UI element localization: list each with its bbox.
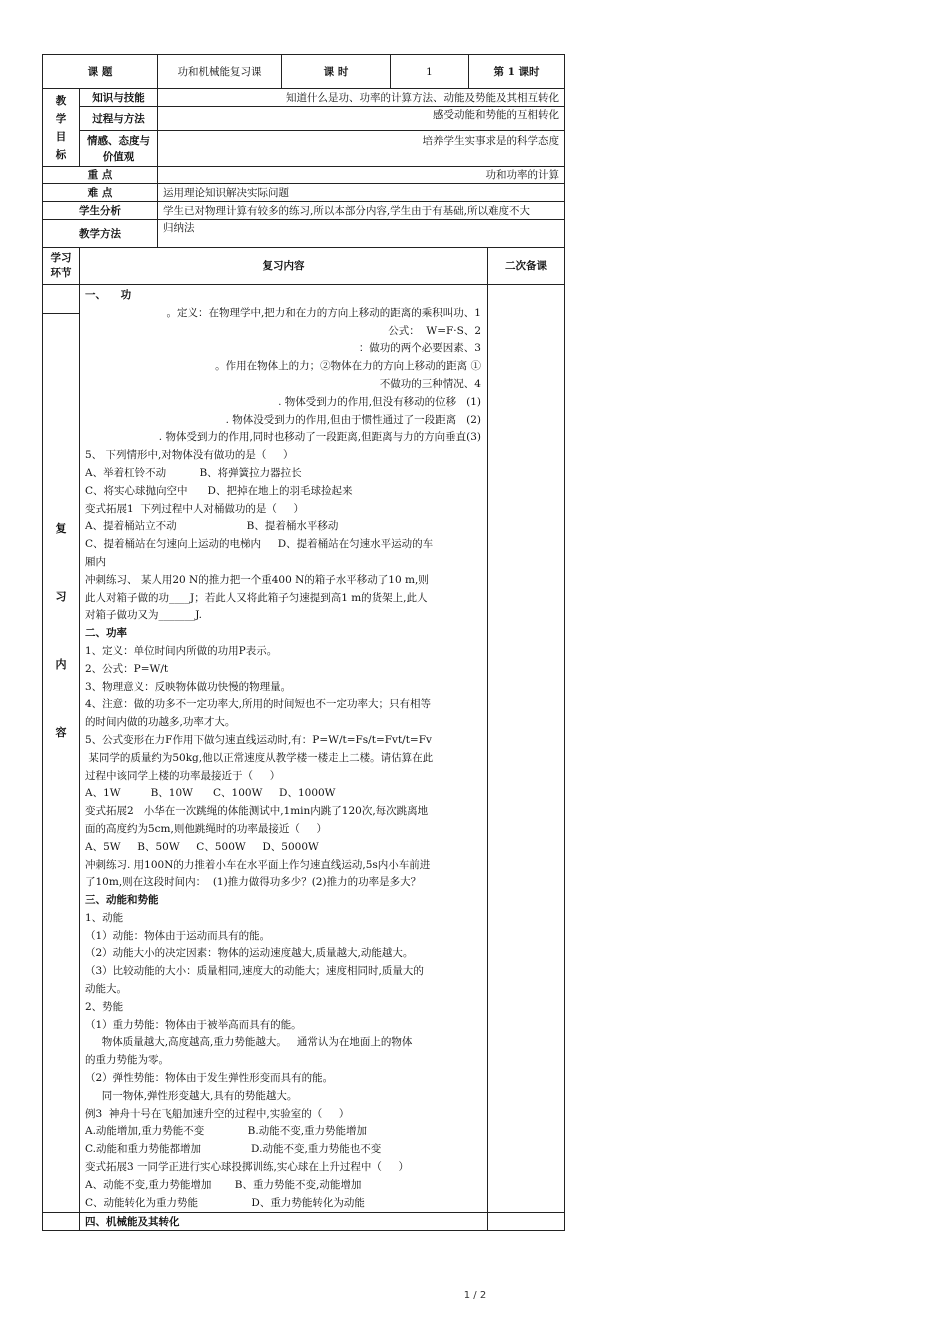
content-line: 过程中该同学上楼的功率最接近于（ ） xyxy=(85,769,281,782)
content-line: 三、动能和势能 xyxy=(85,894,159,907)
content-line: 的重力势能为零。 xyxy=(85,1054,169,1067)
content-line: （1）动能：物体由于运动而具有的能。 xyxy=(85,929,271,942)
content-line: 1、定义：单位时间内所做的功用P表示。 xyxy=(85,644,278,657)
content-line: （3）比较动能的大小：质量相同,速度大的动能大；速度相同时,质量大的 xyxy=(85,965,424,978)
page-number: 1 / 2 xyxy=(463,1290,487,1301)
lesson-info-table xyxy=(42,54,565,248)
content-line: C.动能和重力势能都增加 D.动能不变,重力势能也不变 xyxy=(85,1143,382,1156)
content-line: 5、 下列情形中,对物体没有做功的是（ ） xyxy=(85,449,294,462)
content-line: 的时间内做的功越多,功率才大。 xyxy=(85,716,236,729)
content-line: 面的高度约为5cm,则他跳绳时的功率最接近（ ） xyxy=(85,822,328,835)
content-line: 二、功率 xyxy=(85,627,127,640)
topic-label: 课 题 xyxy=(43,55,158,89)
stage-cell xyxy=(43,285,80,1213)
method-label: 教学方法 xyxy=(43,220,158,248)
emotion-value: 培养学生实事求是的科学态度 xyxy=(158,131,565,167)
content-line: 5、公式变形在力F作用下做匀速直线运动时,有：P=W/t=Fs/t=Fvt/t=Fv xyxy=(85,733,432,746)
period-value: 1 xyxy=(391,55,469,89)
keypoint-label: 重 点 xyxy=(43,167,158,184)
content-line: 对箱子做功又为_______J. xyxy=(85,609,202,622)
content-line: C、动能转化为重力势能 D、重力势能转化为动能 xyxy=(85,1196,365,1209)
content-line: 冲刺练习. 用100N的力推着小车在水平面上作匀速直线运动,5s内小车前进 xyxy=(85,858,431,871)
goals-group-label: 教 学 目 标 xyxy=(43,89,80,167)
content-lines xyxy=(85,287,487,1212)
content-line: C、提着桶站在匀速向上运动的电梯内 D、提着桶站在匀速水平运动的车 xyxy=(85,538,434,551)
analysis-label: 学生分析 xyxy=(43,202,158,220)
content-line: （1）重力势能：物体由于被举高而具有的能。 xyxy=(85,1018,302,1031)
difficulty-value: 运用理论知识解决实际问题 xyxy=(158,184,565,202)
review-content xyxy=(80,285,488,1213)
content-line: 变式拓展2 小华在一次跳绳的体能测试中,1min内跳了120次,每次跳离地 xyxy=(85,805,429,818)
content-line: 。作用在物体上的力；②物体在力的方向上移动的距离 ① xyxy=(215,360,481,373)
content-line: A、举着杠铃不动 B、将弹簧拉力器拉长 xyxy=(85,466,302,479)
stage-header: 学习 环节 xyxy=(43,248,80,285)
content-line: 一、 功 xyxy=(85,289,132,301)
content-line: . 物体没受到力的作用,但由于惯性通过了一段距离 (2) xyxy=(225,413,481,426)
content-line: A、提着桶站立不动 B、提着桶水平移动 xyxy=(85,520,339,533)
method-value: 归纳法 xyxy=(158,220,565,248)
process-label: 过程与方法 xyxy=(80,107,158,131)
content-line: 厢内 xyxy=(85,555,106,568)
content-line: 同一物体,弹性形变越大,具有的势能越大。 xyxy=(85,1089,298,1102)
content-line: 动能大。 xyxy=(85,983,127,996)
knowledge-value: 知道什么是功、功率的计算方法、动能及势能及其相互转化 xyxy=(158,89,565,107)
content-line: . 物体受到力的作用,同时也移动了一段距离,但距离与力的方向垂直(3) xyxy=(158,431,481,444)
review-content-header: 复习内容 xyxy=(80,248,488,285)
content-line: 1、动能 xyxy=(85,911,124,924)
content-line: A.动能增加,重力势能不变 B.动能不变,重力势能增加 xyxy=(85,1125,368,1138)
analysis-value: 学生已对物理计算有较多的练习,所以本部分内容,学生由于有基础,所以难度不大 xyxy=(158,202,565,220)
content-line: A、动能不变,重力势能增加 B、重力势能不变,动能增加 xyxy=(85,1178,362,1191)
period-label: 课 时 xyxy=(282,55,391,89)
content-line: 变式拓展3 一同学正进行实心球投掷训练,实心球在上升过程中（ ） xyxy=(85,1161,410,1174)
content-line: 不做功的三种情况、4 xyxy=(379,377,481,390)
content-line: 了10m,则在这段时间内： (1)推力做得功多少？(2)推力的功率是多大？ xyxy=(85,876,422,889)
content-line: 例3 神舟十号在飞船加速升空的过程中,实验室的（ ） xyxy=(85,1107,350,1120)
review-content-table xyxy=(42,247,565,1231)
content-line: 3、物理意义：反映物体做功快慢的物理量。 xyxy=(85,680,292,693)
topic-value: 功和机械能复习课 xyxy=(158,55,282,89)
stage-cell-last xyxy=(43,1213,80,1231)
content-line: 此人对箱子做的功____J；若此人又将此箱子匀速提到高1 m的货架上,此人 xyxy=(85,591,428,604)
keypoint-value: 功和功率的计算 xyxy=(158,167,565,184)
content-line: . 物体受到力的作用,但没有移动的位移 (1) xyxy=(278,395,481,408)
content-line: （2）弹性势能：物体由于发生弹性形变而具有的能。 xyxy=(85,1072,334,1085)
content-line: ：做功的两个必要因素、3 xyxy=(358,342,481,355)
second-prep-cell-last xyxy=(488,1213,565,1231)
section-four-title: 四、机械能及其转化 xyxy=(80,1213,488,1231)
side-label: 复 习 内 容 xyxy=(55,522,67,739)
second-prep-header: 二次备课 xyxy=(488,248,565,285)
content-line: 2、公式：P=W/t xyxy=(85,662,169,675)
difficulty-label: 难 点 xyxy=(43,184,158,202)
second-prep-cell xyxy=(488,285,565,1213)
content-line: 变式拓展1 下列过程中人对桶做功的是（ ） xyxy=(85,502,305,515)
content-line: 2、势能 xyxy=(85,1000,124,1013)
content-line: C、将实心球抛向空中 D、把掉在地上的羽毛球捡起来 xyxy=(85,484,353,497)
content-line: （2）动能大小的决定因素：物体的运动速度越大,质量越大,动能越大。 xyxy=(85,947,414,960)
knowledge-label: 知识与技能 xyxy=(80,89,158,107)
content-line: 4、注意：做的功多不一定功率大,所用的时间短也不一定功率大；只有相等 xyxy=(85,698,432,711)
process-value: 感受动能和势能的互相转化 xyxy=(158,107,565,131)
content-line: 。定义：在物理学中,把力和在力的方向上移动的距离的乘积叫功、1 xyxy=(166,306,481,319)
content-line: 物体质量越大,高度越高,重力势能越大。 通常认为在地面上的物体 xyxy=(85,1036,413,1049)
content-line: 冲刺练习、 某人用20 N的推力把一个重400 N的箱子水平移动了10 m,则 xyxy=(85,573,429,586)
content-line: 某同学的质量约为50kg,他以正常速度从教学楼一楼走上二楼。请估算在此 xyxy=(85,751,434,764)
content-line: 公式： W=F·S、2 xyxy=(388,324,481,337)
period-number: 第 1 课时 xyxy=(469,55,565,89)
content-line: A、5W B、50W C、500W D、5000W xyxy=(85,840,319,853)
emotion-label: 情感、态度与 价值观 xyxy=(80,131,158,167)
content-line: A、1W B、10W C、100W D、1000W xyxy=(85,787,336,800)
